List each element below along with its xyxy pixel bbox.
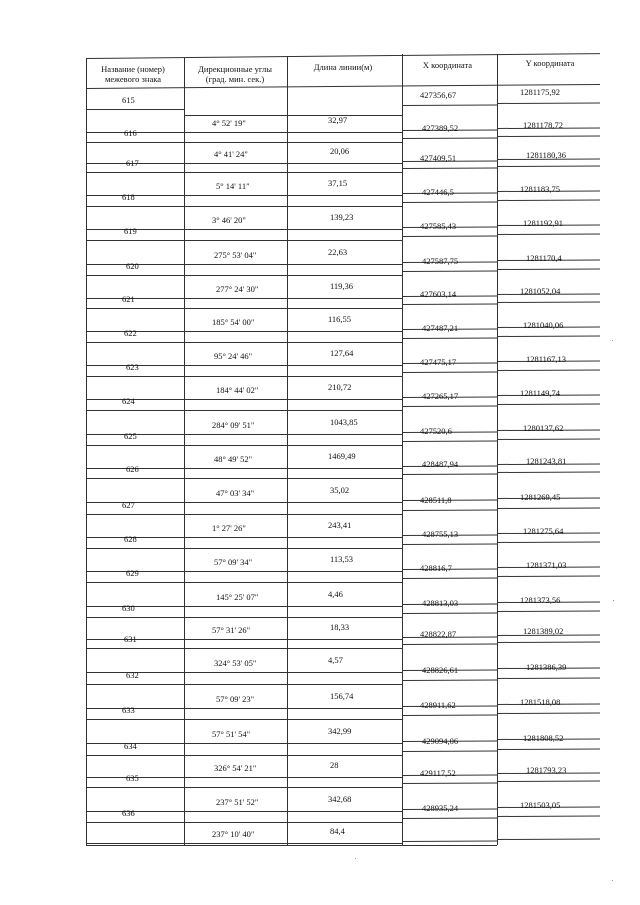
direction-angle: 326° 54' 21" bbox=[214, 763, 257, 773]
grid-vline bbox=[497, 54, 498, 845]
y-coordinate: 1281386,39 bbox=[526, 662, 567, 672]
grid-hline bbox=[402, 441, 497, 442]
x-coordinate: 427587,75 bbox=[422, 256, 459, 266]
line-length: 1469,49 bbox=[328, 451, 356, 461]
point-name: 619 bbox=[124, 226, 137, 236]
grid-hline bbox=[86, 298, 184, 299]
header-x: X координата bbox=[422, 60, 473, 70]
grid-hline bbox=[402, 715, 497, 716]
grid-hline bbox=[184, 172, 402, 173]
grid-hline bbox=[184, 298, 402, 299]
grid-hline bbox=[497, 780, 600, 782]
grid-hline bbox=[184, 502, 402, 503]
grid-hline bbox=[402, 138, 497, 139]
grid-hline bbox=[497, 102, 600, 104]
grid-hline bbox=[86, 582, 184, 583]
direction-angle: 95° 24' 46" bbox=[214, 351, 253, 361]
x-coordinate: 427475,17 bbox=[420, 357, 457, 367]
header-name-line1: Название (номер) bbox=[101, 64, 165, 74]
y-coordinate: 1281149,74 bbox=[520, 388, 561, 398]
scan-speck bbox=[355, 858, 356, 859]
point-name: 618 bbox=[122, 192, 135, 202]
y-coordinate: 1281793,23 bbox=[526, 765, 567, 775]
line-length: 1043,85 bbox=[330, 417, 358, 427]
grid-hline bbox=[184, 468, 402, 469]
x-coordinate: 427585,43 bbox=[420, 221, 457, 231]
grid-hline bbox=[86, 843, 184, 844]
grid-hline bbox=[184, 843, 402, 844]
grid-hline bbox=[402, 613, 497, 614]
grid-hline bbox=[402, 783, 497, 784]
grid-hline bbox=[497, 135, 600, 137]
line-length: 243,41 bbox=[328, 520, 352, 530]
direction-angle: 5° 14' 11" bbox=[216, 181, 250, 191]
direction-angle: 185° 54' 00" bbox=[212, 317, 255, 327]
grid-hline bbox=[184, 308, 402, 309]
line-length: 37,15 bbox=[328, 178, 348, 188]
grid-hline bbox=[497, 575, 600, 577]
line-length: 210,72 bbox=[328, 382, 352, 392]
x-coordinate: 427520,6 bbox=[420, 426, 452, 436]
line-length: 35,02 bbox=[330, 485, 350, 495]
x-coordinate: 428813,03 bbox=[422, 598, 459, 608]
grid-hline bbox=[184, 811, 402, 812]
grid-hline bbox=[184, 684, 402, 685]
direction-angle: 145° 25' 07" bbox=[216, 592, 259, 602]
grid-hline bbox=[402, 578, 497, 579]
grid-hline bbox=[497, 748, 600, 750]
grid-hline bbox=[86, 195, 184, 196]
direction-angle: 3° 46' 20" bbox=[212, 215, 246, 225]
grid-hline bbox=[402, 841, 497, 842]
direction-angle: 48° 49' 52" bbox=[214, 454, 253, 464]
grid-hline bbox=[86, 142, 184, 143]
grid-vline bbox=[402, 54, 403, 845]
y-coordinate: 1280137,62 bbox=[523, 423, 564, 433]
line-length: 18,33 bbox=[330, 622, 350, 632]
grid-hline bbox=[497, 233, 600, 235]
grid-hline bbox=[184, 514, 402, 515]
grid-hline bbox=[497, 438, 600, 440]
line-length: 20,06 bbox=[330, 146, 350, 156]
y-coordinate: 1281052,04 bbox=[520, 286, 561, 296]
point-name: 631 bbox=[124, 634, 137, 644]
grid-hline bbox=[184, 672, 402, 673]
grid-hline bbox=[184, 376, 402, 377]
grid-hline bbox=[86, 376, 184, 377]
grid-hline bbox=[402, 304, 497, 305]
direction-angle: 4° 52' 19" bbox=[212, 118, 246, 128]
y-coordinate: 1281040,06 bbox=[523, 320, 564, 330]
grid-hline bbox=[402, 818, 497, 819]
grid-hline bbox=[402, 751, 497, 752]
x-coordinate: 429117,52 bbox=[420, 768, 456, 778]
grid-hline bbox=[184, 537, 402, 538]
grid-hline bbox=[497, 677, 600, 679]
point-name: 627 bbox=[122, 500, 135, 510]
scan-speck bbox=[612, 340, 613, 341]
y-coordinate: 1281373,56 bbox=[520, 595, 561, 605]
direction-angle: 277° 24' 30" bbox=[216, 284, 259, 294]
y-coordinate: 1281183,75 bbox=[520, 184, 561, 194]
grid-hline bbox=[402, 105, 497, 106]
grid-hline bbox=[86, 206, 184, 207]
point-name: 625 bbox=[124, 431, 137, 441]
grid-hline bbox=[184, 719, 402, 720]
grid-hline bbox=[402, 474, 497, 475]
x-coordinate: 427409,51 bbox=[420, 153, 457, 163]
point-name: 626 bbox=[126, 464, 139, 474]
grid-hline bbox=[402, 202, 497, 203]
grid-hline bbox=[184, 606, 402, 607]
grid-hline bbox=[184, 639, 402, 640]
grid-hline bbox=[184, 445, 402, 446]
grid-hline bbox=[497, 403, 600, 405]
x-coordinate: 427265,17 bbox=[422, 391, 459, 401]
grid-hline bbox=[497, 199, 600, 201]
grid-hline bbox=[86, 514, 184, 515]
x-coordinate: 428822,87 bbox=[420, 629, 457, 639]
grid-hline bbox=[184, 582, 402, 583]
line-length: 342,68 bbox=[328, 794, 352, 804]
line-length: 156,74 bbox=[330, 691, 354, 701]
grid-hline bbox=[184, 617, 402, 618]
line-length: 127,64 bbox=[330, 348, 354, 358]
x-coordinate: 428816,7 bbox=[420, 563, 452, 573]
point-name: 615 bbox=[122, 95, 135, 105]
line-length: 84,4 bbox=[330, 826, 345, 836]
line-length: 113,53 bbox=[330, 554, 354, 564]
direction-angle: 47° 03' 34" bbox=[216, 488, 255, 498]
grid-hline bbox=[184, 571, 402, 572]
direction-angle: 275° 53' 04" bbox=[214, 250, 257, 260]
point-name: 623 bbox=[126, 362, 139, 372]
point-name: 629 bbox=[126, 568, 139, 578]
grid-hline bbox=[402, 338, 497, 339]
grid-hline bbox=[497, 507, 600, 509]
point-name: 617 bbox=[126, 158, 139, 168]
point-name: 621 bbox=[122, 294, 135, 304]
point-name: 636 bbox=[122, 808, 135, 818]
x-coordinate: 428935,24 bbox=[422, 803, 459, 813]
y-coordinate: 1281269,45 bbox=[520, 492, 561, 502]
grid-hline bbox=[184, 777, 402, 778]
header-angle-line1: Дирекционные углы bbox=[198, 64, 272, 74]
grid-hline bbox=[497, 641, 600, 643]
direction-angle: 284° 09' 51" bbox=[212, 420, 255, 430]
grid-hline bbox=[402, 680, 497, 681]
line-length: 4,57 bbox=[328, 655, 343, 665]
y-coordinate: 1281178,72 bbox=[523, 120, 564, 130]
grid-hline bbox=[86, 708, 184, 709]
grid-hline bbox=[184, 342, 402, 343]
grid-hline bbox=[184, 142, 402, 143]
header-name bbox=[88, 64, 178, 84]
grid-hline bbox=[184, 163, 402, 164]
grid-hline bbox=[86, 787, 184, 788]
point-name: 635 bbox=[126, 773, 139, 783]
direction-angle: 237° 51' 52" bbox=[216, 797, 259, 807]
line-length: 139,23 bbox=[330, 212, 354, 222]
x-coordinate: 428511,8 bbox=[420, 495, 452, 505]
point-name: 632 bbox=[126, 670, 139, 680]
grid-hline bbox=[402, 510, 497, 511]
y-coordinate: 1281192,91 bbox=[523, 218, 564, 228]
direction-angle: 324° 53' 05" bbox=[214, 658, 257, 668]
grid-hline bbox=[184, 708, 402, 709]
y-coordinate: 1281371,03 bbox=[526, 560, 567, 570]
grid-hline bbox=[184, 365, 402, 366]
scan-speck bbox=[613, 600, 614, 601]
grid-hline bbox=[184, 399, 402, 400]
y-coordinate: 1281180,36 bbox=[526, 150, 567, 160]
grid-vline bbox=[287, 56, 288, 845]
grid-hline bbox=[86, 399, 184, 400]
direction-angle: 57° 31' 26" bbox=[212, 625, 251, 635]
grid-hline bbox=[184, 240, 402, 241]
point-name: 634 bbox=[124, 741, 137, 751]
line-length: 32,97 bbox=[328, 115, 348, 125]
point-name: 628 bbox=[124, 534, 137, 544]
grid-hline bbox=[86, 240, 184, 241]
point-name: 616 bbox=[124, 128, 137, 138]
grid-vline bbox=[184, 58, 185, 845]
x-coordinate: 428826,61 bbox=[422, 665, 459, 675]
grid-hline bbox=[184, 434, 402, 435]
grid-hline bbox=[184, 331, 402, 332]
grid-hline bbox=[86, 719, 184, 720]
direction-angle: 57° 09' 23" bbox=[216, 694, 255, 704]
grid-hline bbox=[497, 838, 600, 840]
grid-hline bbox=[184, 195, 402, 196]
y-coordinate: 1281808,52 bbox=[523, 733, 564, 743]
header-angle bbox=[185, 64, 285, 84]
grid-hline bbox=[86, 172, 184, 173]
grid-hline bbox=[497, 541, 600, 543]
y-coordinate: 1281503,05 bbox=[520, 800, 561, 810]
grid-hline bbox=[402, 372, 497, 373]
y-coordinate: 1281275,64 bbox=[523, 526, 564, 536]
direction-angle: 57° 09' 34" bbox=[214, 557, 253, 567]
line-length: 119,36 bbox=[330, 281, 354, 291]
grid-hline bbox=[86, 342, 184, 343]
grid-hline bbox=[86, 845, 497, 846]
grid-hline bbox=[402, 271, 497, 272]
grid-hline bbox=[497, 471, 600, 473]
x-coordinate: 428487,94 bbox=[422, 459, 459, 469]
grid-hline bbox=[184, 787, 402, 788]
grid-hline bbox=[86, 478, 184, 479]
grid-hline bbox=[402, 544, 497, 545]
direction-angle: 1° 27' 26" bbox=[212, 523, 246, 533]
grid-hline bbox=[86, 606, 184, 607]
grid-hline bbox=[184, 478, 402, 479]
grid-hline bbox=[497, 268, 600, 270]
grid-hline bbox=[184, 264, 402, 265]
header-angle-line2: (град. мин. сек.) bbox=[205, 74, 265, 84]
grid-hline bbox=[86, 822, 184, 823]
header-name-line2: межевого знака bbox=[105, 74, 161, 84]
direction-angle: 57° 51' 54" bbox=[212, 729, 251, 739]
x-coordinate: 427487,21 bbox=[422, 323, 459, 333]
grid-hline bbox=[497, 815, 600, 817]
grid-hline bbox=[184, 743, 402, 744]
x-coordinate: 429094,06 bbox=[422, 736, 459, 746]
x-coordinate: 427389,52 bbox=[422, 123, 459, 133]
grid-hline bbox=[184, 206, 402, 207]
grid-hline bbox=[86, 755, 184, 756]
direction-angle: 237° 10' 40" bbox=[212, 829, 255, 839]
line-length: 22,63 bbox=[328, 247, 348, 257]
line-length: 28 bbox=[330, 760, 339, 770]
grid-hline bbox=[497, 301, 600, 303]
y-coordinate: 1281167,13 bbox=[526, 354, 567, 364]
grid-hline bbox=[184, 410, 402, 411]
grid-hline bbox=[497, 165, 600, 167]
line-length: 4,46 bbox=[328, 589, 343, 599]
grid-hline bbox=[402, 236, 497, 237]
scan-speck bbox=[612, 880, 613, 881]
grid-hline bbox=[184, 275, 402, 276]
x-coordinate: 428755,13 bbox=[422, 529, 459, 539]
grid-hline bbox=[86, 648, 184, 649]
line-length: 116,55 bbox=[328, 314, 352, 324]
y-coordinate: 1281389,02 bbox=[523, 626, 564, 636]
point-name: 624 bbox=[122, 396, 135, 406]
y-coordinate: 1281175,92 bbox=[520, 87, 561, 97]
grid-hline bbox=[184, 822, 402, 823]
x-coordinate: 427356,67 bbox=[420, 90, 457, 100]
grid-hline bbox=[497, 610, 600, 612]
grid-hline bbox=[497, 369, 600, 371]
header-length: Длина линии(м) bbox=[313, 62, 373, 72]
y-coordinate: 1281518,08 bbox=[520, 697, 561, 707]
grid-hline bbox=[402, 406, 497, 407]
direction-angle: 184° 44' 02" bbox=[216, 385, 259, 395]
grid-hline bbox=[86, 684, 184, 685]
grid-hline bbox=[86, 502, 184, 503]
x-coordinate: 427446,5 bbox=[422, 187, 454, 197]
grid-hline bbox=[184, 648, 402, 649]
x-coordinate: 427603,14 bbox=[420, 289, 457, 299]
point-name: 620 bbox=[126, 261, 139, 271]
grid-hline bbox=[184, 132, 402, 133]
grid-hline bbox=[184, 548, 402, 549]
grid-hline bbox=[86, 109, 184, 110]
grid-hline bbox=[86, 410, 184, 411]
grid-hline bbox=[86, 811, 184, 812]
grid-hline bbox=[184, 229, 402, 230]
grid-hline bbox=[184, 115, 402, 116]
point-name: 630 bbox=[122, 603, 135, 613]
y-coordinate: 1281170,4 bbox=[526, 253, 562, 263]
point-name: 633 bbox=[122, 705, 135, 715]
grid-hline bbox=[497, 335, 600, 337]
point-name: 622 bbox=[124, 328, 137, 338]
grid-hline bbox=[402, 644, 497, 645]
grid-hline bbox=[86, 445, 184, 446]
grid-hline bbox=[86, 548, 184, 549]
grid-vline bbox=[86, 58, 87, 845]
y-coordinate: 1281243,81 bbox=[526, 456, 567, 466]
direction-angle: 4° 41' 24" bbox=[214, 149, 248, 159]
grid-hline bbox=[402, 168, 497, 169]
grid-hline bbox=[497, 712, 600, 714]
grid-hline bbox=[86, 617, 184, 618]
line-length: 342,99 bbox=[328, 726, 352, 736]
grid-hline bbox=[86, 275, 184, 276]
header-y: Y координата bbox=[525, 58, 575, 68]
grid-hline bbox=[184, 755, 402, 756]
x-coordinate: 428911,62 bbox=[420, 700, 456, 710]
grid-hline bbox=[86, 308, 184, 309]
